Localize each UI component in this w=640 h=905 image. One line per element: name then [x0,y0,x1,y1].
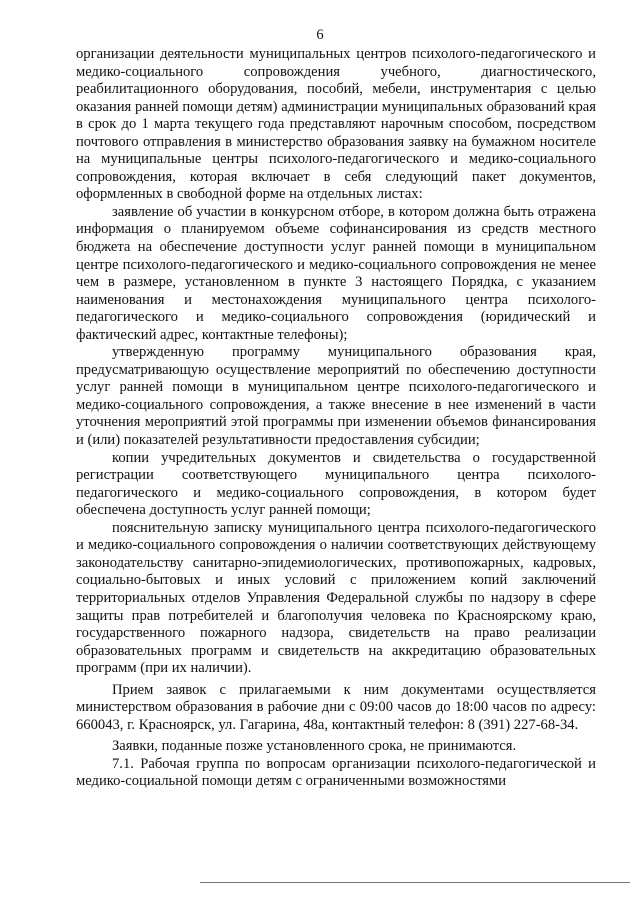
paragraph-explanatory-note: пояснительную записку муниципального центра психолого-педагогического и медико-социального сопровождения о наличии соответствующих действующему законодательству санитарно-эпидемиологических, противопожарных, кадровых, социально-бытовых и иных условий с приложением копий заключений территориальных отделов Управления Федеральной службы по надзору в сфере защиты прав потребителей и благополучия человека по Красноярскому краю, государственного пожарного надзора, свидетельств на право реализации образовательных программ и свидетельств на аккредитацию образовательных программ (при их наличии). [76,519,596,677]
paragraph-application-statement: заявление об участии в конкурсном отборе, в котором должна быть отражена информация о планируемом объеме софинансирования из средств местного бюджета на обеспечение доступности услуг ранней помощи в муниципальном центре психолого-педагогического и медико-социального сопровождения не менее чем в размере, установленном в пункте 3 настоящего Порядка, с указанием наименования и местонахождения муниципального центра психолого-педагогического и медико-социального сопровождения (юридический и фактический адрес, контактные телефоны); [76,203,596,343]
paragraph-intro-continuation: организации деятельности муниципальных центров психолого-педагогического и медико-социального сопровождения учебного, диагностического, реабилитационного оборудования, пособий, мебели, инструментария с целью оказания ранней помощи детям) администрации муниципальных образований края в срок до 1 марта текущего года представляют нарочным способом, посредством почтового отправления в министерство образования заявку на бумажном носителе на муниципальные центры психолого-педагогического и медико-социального сопровождения, которая включает в себя следующий пакет документов, оформленных в свободной форме на отдельных листах: [76,46,596,203]
paragraph-late-applications: Заявки, поданные позже установленного срока, не принимаются. [112,738,517,755]
page-number: 6 [316,27,324,43]
scan-edge-line [200,882,630,883]
document-body [76,46,596,791]
paragraph-working-group: 7.1. Рабочая группа по вопросам организации психолого-педагогической и медико-социальной помощи детям с ограниченными возможностями [76,755,596,790]
paragraph-approved-program: утвержденную программу муниципального образования края, предусматривающую осуществление мероприятий по обеспечению доступности услуг ранней помощи в муниципальном центре психолого-педагогического и медико-социального сопровождения, а также внесение в нее изменений в части уточнения мероприятий этой программы при изменении объемов финансирования и (или) показателей результативности предоставления субсидии; [76,344,596,449]
paragraph-application-reception: Прием заявок с прилагаемыми к ним документами осуществляется министерством образования в рабочие дни с 09:00 часов до 18:00 часов по адресу: 660043, г. Красноярск, ул. Гагарина, 48а, контактный телефон: 8 (391) 227-68-34. [76,681,596,733]
paragraph-founding-documents: копии учредительных документов и свидетельства о государственной регистрации соответствующего муниципального центра психолого-педагогического и медико-социального сопровождения, в котором будет обеспечена доступность услуг ранней помощи; [76,449,596,519]
